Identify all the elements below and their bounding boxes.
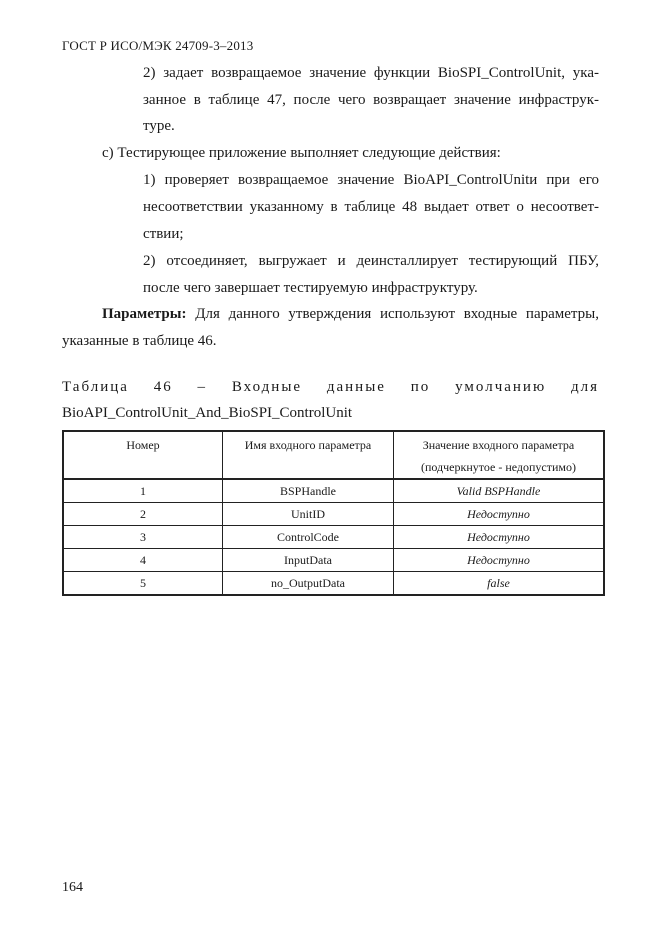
col-header-param-name: Имя входного параметра — [223, 431, 394, 479]
cell-param-value: Недоступно — [394, 549, 605, 572]
cell-param-value: Недоступно — [394, 503, 605, 526]
paragraph-line: после чего завершает тестируемую инфраструктуру. — [143, 280, 478, 296]
cell-param-name: ControlCode — [223, 526, 394, 549]
table-row — [63, 526, 604, 549]
cell-param-value: Valid BSPHandle — [394, 479, 605, 503]
paragraph-line: ствии; — [143, 226, 184, 242]
paragraph-text: Для данного утверждения используют входные параметры, — [186, 306, 599, 322]
cell-param-name: no_OutputData — [223, 572, 394, 596]
cell-param-value: Недоступно — [394, 526, 605, 549]
paragraph-line: указанные в таблице 46. — [62, 333, 217, 349]
parameters-label: Параметры: — [102, 306, 187, 322]
paragraph-line: 1) проверяет возвращаемое значение BioAPI_ControlUnitи при его — [143, 172, 599, 188]
cell-param-value: false — [394, 572, 605, 596]
cell-number: 4 — [63, 549, 223, 572]
paragraph-line — [102, 301, 599, 328]
table-caption-continuation: BioAPI_ControlUnit_And_BioSPI_ControlUnit — [62, 405, 353, 421]
col-header-number: Номер — [63, 431, 223, 479]
table-row — [63, 572, 604, 596]
col-header-param-value — [394, 431, 605, 479]
paragraph-line: 2) отсоединяет, выгружает и деинсталлирует тестирующий ПБУ, — [143, 253, 599, 269]
paragraph-line: несоответствии указанному в таблице 48 выдает ответ о несоответ- — [143, 199, 599, 215]
cell-number: 5 — [63, 572, 223, 596]
cell-param-name: UnitID — [223, 503, 394, 526]
paragraph-line: c) Тестирующее приложение выполняет следующие действия: — [102, 145, 501, 161]
cell-number: 3 — [63, 526, 223, 549]
col-header-value-line2: (подчеркнутое - недопустимо) — [420, 460, 577, 474]
parameters-table — [62, 430, 605, 596]
cell-param-name: InputData — [223, 549, 394, 572]
cell-number: 1 — [63, 479, 223, 503]
table-row — [63, 503, 604, 526]
document-header: ГОСТ Р ИСО/МЭК 24709-3–2013 — [62, 38, 254, 53]
table-caption: Таблица 46 – Входные данные по умолчанию для — [62, 379, 599, 395]
cell-number: 2 — [63, 503, 223, 526]
page-number: 164 — [62, 880, 83, 895]
paragraph-line: занное в таблице 47, после чего возвращает значение инфраструк- — [143, 92, 599, 108]
table-row — [63, 549, 604, 572]
paragraph-line: 2) задает возвращаемое значение функции BioSPI_ControlUnit, ука- — [143, 65, 599, 81]
table-row — [63, 479, 604, 503]
col-header-value-line1: Значение входного параметра — [422, 438, 575, 452]
cell-param-name: BSPHandle — [223, 479, 394, 503]
paragraph-line: туре. — [143, 118, 175, 134]
